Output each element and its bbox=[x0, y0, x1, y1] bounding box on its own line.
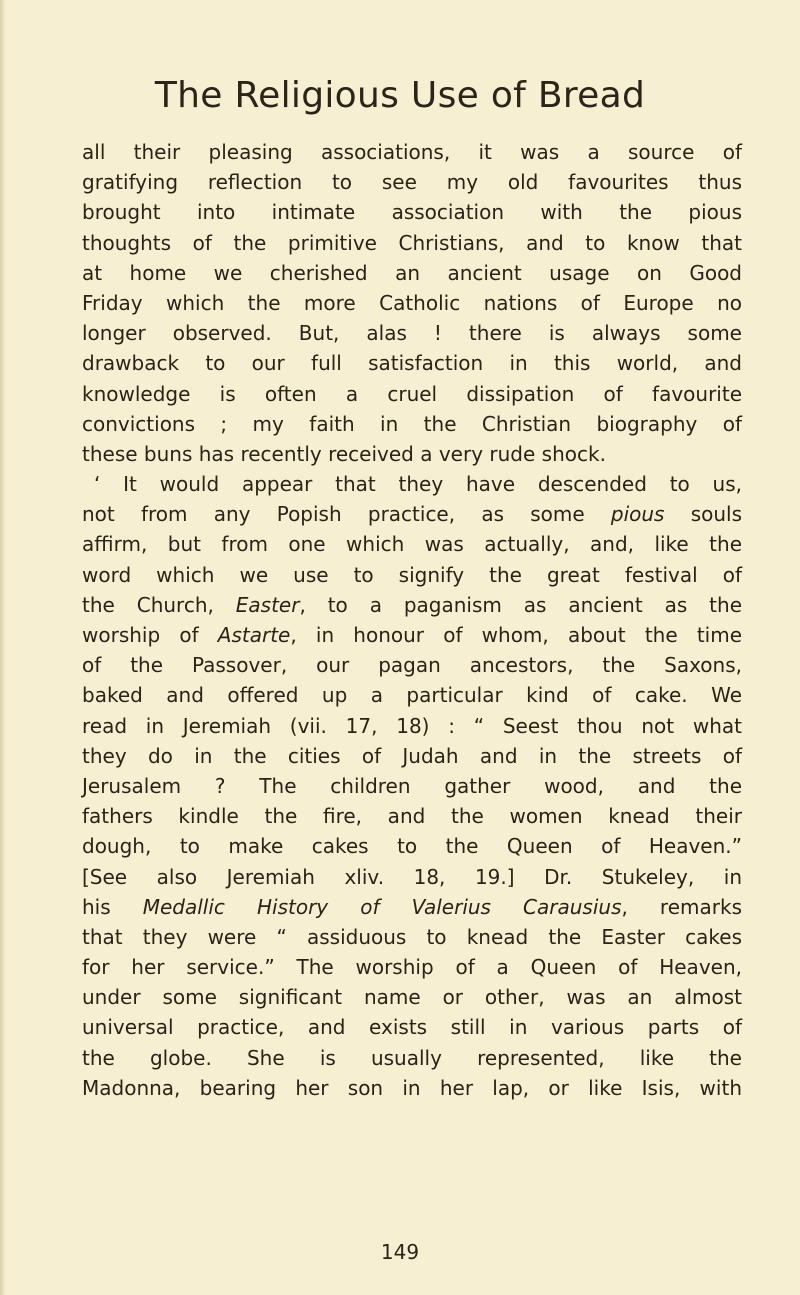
text-line: Jerusalem ? The children gather wood, and the bbox=[82, 773, 742, 798]
text-line: longer observed. But, alas ! there is always some bbox=[82, 321, 742, 346]
text-line: worship of Astarte, in honour of whom, about the time bbox=[82, 623, 743, 647]
text-line: universal practice, and exists still in various parts of bbox=[82, 1015, 742, 1040]
text-line: the Church, Easter, to a paganism as ancient as the bbox=[82, 592, 742, 617]
text-line: convictions ; my faith in the Christian biography of bbox=[82, 411, 742, 436]
text-line: brought into intimate association with the pious bbox=[82, 200, 742, 225]
text-line: that they were “ assiduous to knead the Easter cakes bbox=[82, 924, 742, 949]
page-edge bbox=[0, 0, 6, 1295]
text-line: [See also Jeremiah xliv. 18, 19.] Dr. Stukeley, in bbox=[82, 864, 742, 889]
text-line: gratifying reflection to see my old favourites thus bbox=[82, 170, 742, 195]
text-line: knowledge is often a cruel dissipation of favourite bbox=[82, 381, 742, 406]
text-line: for her service.” The worship of a Queen of Heaven, bbox=[82, 955, 742, 980]
text-line: read in Jeremiah (vii. 17, 18) : “ Seest thou not what bbox=[82, 713, 742, 738]
text-line: word which we use to signify the great festival of bbox=[82, 562, 742, 587]
text-line: Madonna, bearing her son in her lap, or like Isis, with bbox=[82, 1075, 742, 1100]
text-line: affirm, but from one which was actually, and, like the bbox=[82, 532, 742, 557]
text-line: not from any Popish practice, as some pious souls bbox=[82, 502, 742, 527]
text-line: these buns has recently received a very rude shock. bbox=[82, 441, 606, 466]
text-line: drawback to our full satisfaction in this world, and bbox=[82, 351, 742, 376]
text-line: ‘ It would appear that they have descended to us, bbox=[94, 472, 742, 497]
text-line: his Medallic History of Valerius Carausius, remarks bbox=[82, 894, 742, 919]
text-line: the globe. She is usually represented, like the bbox=[82, 1045, 742, 1070]
text-line: all their pleasing associations, it was a source of bbox=[82, 140, 742, 164]
text-line: fathers kindle the fire, and the women knead their bbox=[82, 804, 742, 829]
text-line: of the Passover, our pagan ancestors, the Saxons, bbox=[82, 653, 742, 678]
text-line: baked and offered up a particular kind of cake. We bbox=[82, 683, 742, 708]
text-line: under some significant name or other, was an almost bbox=[82, 985, 742, 1010]
page-number: 149 bbox=[380, 1240, 420, 1264]
text-line: Friday which the more Catholic nations of Europe no bbox=[82, 290, 742, 315]
text-line: they do in the cities of Judah and in the streets of bbox=[82, 743, 742, 768]
text-line: thoughts of the primitive Christians, and to know that bbox=[82, 230, 742, 255]
running-head: The Religious Use of Bread bbox=[154, 75, 646, 116]
body-text bbox=[82, 137, 742, 1103]
text-line: dough, to make cakes to the Queen of Heaven.” bbox=[82, 834, 742, 859]
text-line: at home we cherished an ancient usage on Good bbox=[82, 260, 742, 285]
